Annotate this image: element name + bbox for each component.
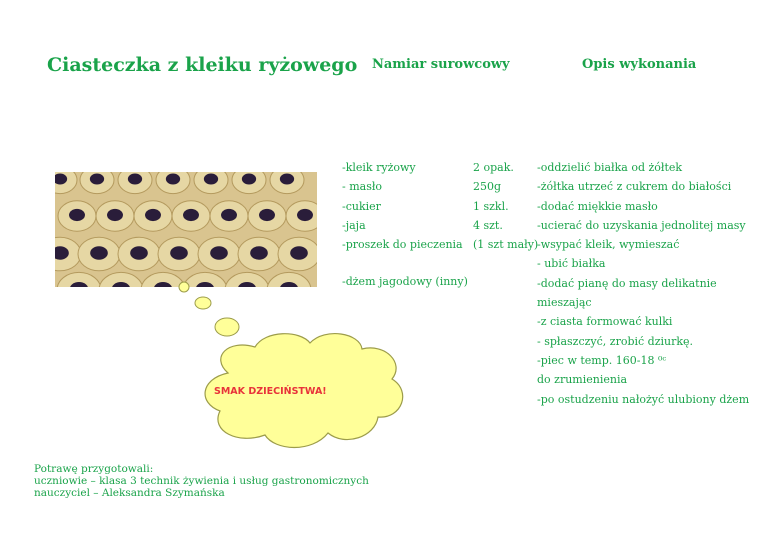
- step-line: -ucierać do uzyskania jednolitej masy: [537, 218, 746, 232]
- ingredient-qty: 1 szkl.: [473, 199, 509, 213]
- step-line: do zrumienienia: [537, 373, 628, 387]
- ingredient-qty: 4 szt.: [473, 218, 503, 232]
- step-line: - spłaszczyć, zrobić dziurkę.: [537, 334, 694, 348]
- preparation-heading: Opis wykonania: [582, 57, 697, 72]
- step-line: -dodać pianę do masy delikatnie: [537, 276, 717, 290]
- step-line: -wsypać kleik, wymieszać: [537, 238, 680, 252]
- ingredient-row: [342, 200, 532, 219]
- ingredient-row: [342, 161, 532, 180]
- recipe-title: Ciasteczka z kleiku ryżowego: [47, 54, 358, 76]
- ingredient-name: - masło: [342, 180, 383, 194]
- step-line: -po ostudzeniu nałożyć ulubiony dżem: [537, 392, 750, 406]
- ingredient-qty: 2 opak.: [473, 161, 514, 174]
- ingredients-heading: Namiar surowcowy: [372, 57, 510, 72]
- ingredient-qty: (1 szt mały): [473, 238, 539, 252]
- ingredient-name: -jaja: [342, 218, 366, 232]
- credits-line: nauczyciel – Aleksandra Szymańska: [34, 487, 225, 499]
- ingredient-qty: 250g: [473, 180, 502, 194]
- step-line: mieszając: [537, 296, 592, 310]
- step-line: -piec w temp. 160-18 ⁰ᶜ: [537, 353, 667, 367]
- ingredient-row: [342, 180, 532, 199]
- credits: [34, 463, 369, 499]
- thought-bubble: [170, 275, 420, 464]
- cookies-photo: [55, 172, 317, 287]
- step-line: -żółtka utrzeć z cukrem do białości: [537, 180, 732, 194]
- step-line: -oddzielić białka od żółtek: [537, 161, 683, 174]
- preparation-steps: [537, 161, 762, 412]
- ingredient-row: [342, 238, 539, 257]
- bubble-text: SMAK DZIECIŃSTWA!: [214, 386, 327, 397]
- step-line: -z ciasta formować kulki: [537, 315, 673, 329]
- ingredient-name: -cukier: [342, 199, 381, 213]
- credits-line: uczniowie – klasa 3 technik żywienia i usług gastronomicznych: [34, 475, 369, 487]
- ingredient-name: -kleik ryżowy: [342, 161, 416, 174]
- step-line: -dodać miękkie masło: [537, 199, 658, 213]
- credits-line: Potrawę przygotowali:: [34, 463, 154, 475]
- ingredient-name: -proszek do pieczenia: [342, 238, 463, 252]
- step-line: - ubić białka: [537, 257, 606, 271]
- ingredient-row: [342, 219, 532, 238]
- ingredient-name: -dżem jagodowy (inny): [342, 275, 468, 289]
